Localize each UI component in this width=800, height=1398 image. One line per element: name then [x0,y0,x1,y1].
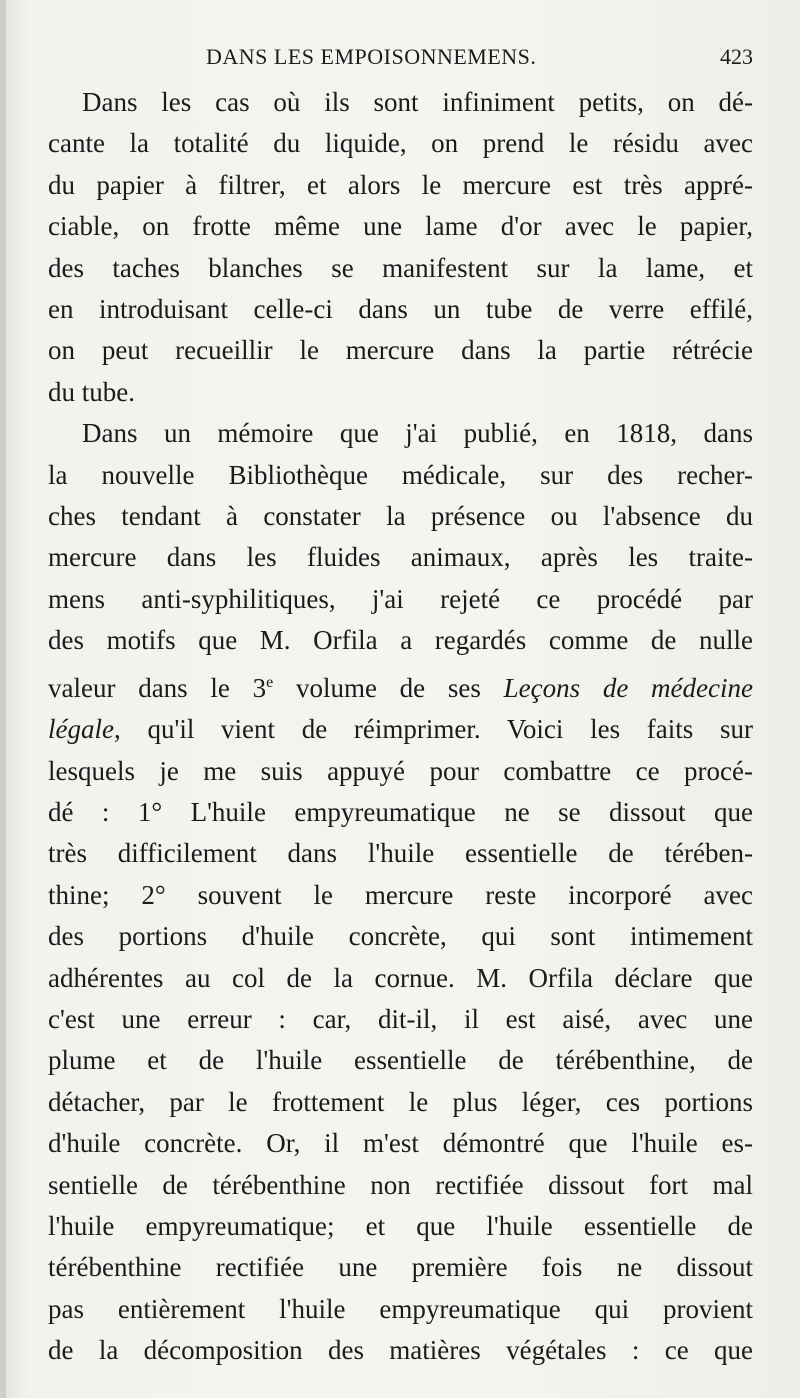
page-body [48,82,753,1372]
text-line: c'est une erreur : car, dit-il, il est aisé, avec une [48,1003,753,1034]
text-line: mens anti-syphilitiques, j'ai rejeté ce procédé par [48,583,753,614]
text-line: cante la totalité du liquide, on prend le résidu avec [48,128,753,159]
text-line: on peut recueillir le mercure dans la partie rétrécie [48,335,753,366]
text-line: Dans les cas où ils sont infiniment petits, on dé- [82,87,753,117]
text-line: Dans un mémoire que j'ai publié, en 1818, dans [82,418,753,449]
page-number: 423 [720,44,753,69]
text-line: térébenthine rectifiée une première fois ne dissout [48,1252,753,1283]
text-line: valeur dans le 3e volume de ses Leçons de médecine [48,672,753,703]
text-line: mercure dans les fluides animaux, après les traite- [48,542,753,573]
book-title-cont: légale [48,714,114,745]
text-line: des portions d'huile concrète, qui sont intimement [48,921,753,952]
text-line: du papier à filtrer, et alors le mercure est très appré- [48,169,753,200]
text-line: sentielle de térébenthine non rectifiée dissout fort mal [48,1169,753,1200]
text-line: des taches blanches se manifestent sur la lame, et [48,252,753,283]
text-line: de la décomposition des matières végétales : ce que [48,1335,753,1366]
text-line: thine; 2° souvent le mercure reste incorporé avec [48,879,753,910]
page-header [48,40,753,80]
text-line: du tube. [48,376,135,407]
book-title: Leçons de médecine [503,672,753,703]
text-line: plume et de l'huile essentielle de térébenthine, de [48,1045,753,1076]
running-title: DANS LES EMPOISONNEMENS. [206,44,537,69]
text-line: des motifs que M. Orfila a regardés comme de nulle [48,625,753,656]
text-line: adhérentes au col de la cornue. M. Orfila déclare que [48,962,753,993]
text-line: détacher, par le frottement le plus léger, ces portions [48,1086,753,1117]
text-line: la nouvelle Bibliothèque médicale, sur des recher- [48,459,753,490]
text-line: ches tendant à constater la présence ou l'absence du [48,501,753,532]
text-line: l'huile empyreumatique; et que l'huile essentielle de [48,1210,753,1241]
text-line: très difficilement dans l'huile essentielle de térében- [48,838,753,869]
text-line: légale, qu'il vient de réimprimer. Voici les faits sur [48,714,753,745]
text-line: en introduisant celle-ci dans un tube de verre effilé, [48,294,753,325]
paragraph-1 [48,82,753,413]
text-line: pas entièrement l'huile empyreumatique qui provient [48,1293,753,1324]
paragraph-2 [48,413,753,1371]
text-line: ciable, on frotte même une lame d'or avec le papier, [48,211,753,242]
text-line: d'huile concrète. Or, il m'est démontré que l'huile es- [48,1128,753,1159]
text-line: dé : 1° L'huile empyreumatique ne se dissout que [48,796,753,827]
text-line: lesquels je me suis appuyé pour combattre ce procé- [48,755,753,786]
